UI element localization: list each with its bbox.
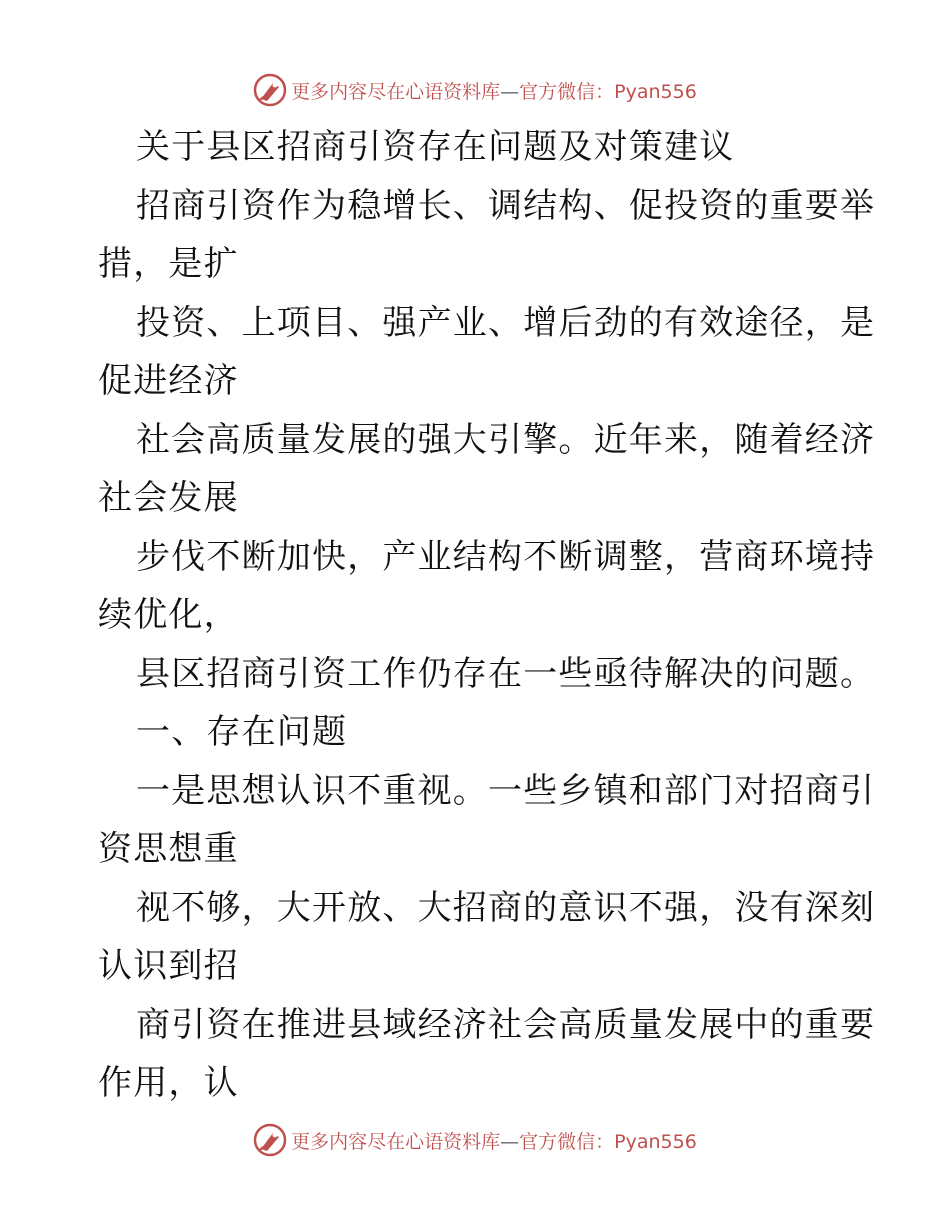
- header-separator: —: [500, 80, 520, 103]
- text-line: 一是思想认识不重视。一些乡镇和部门对招商引: [136, 770, 876, 811]
- text-line: 作用，认: [98, 1063, 239, 1103]
- text-line: 投资、上项目、强产业、增后劲的有效途径，是: [136, 302, 876, 343]
- footer-site-text: 更多内容尽在心语资料库: [291, 1130, 501, 1153]
- text-line: 招商引资作为稳增长、调结构、促投资的重要举: [136, 185, 876, 226]
- header-site-text: 更多内容尽在心语资料库: [291, 80, 501, 103]
- text-line: 商引资在推进县域经济社会高质量发展中的重要: [136, 1004, 876, 1045]
- header-banner: [0, 70, 950, 110]
- text-line: 措，是扩: [98, 244, 239, 284]
- pen-nib-logo-icon: [253, 1123, 287, 1157]
- footer-banner: [0, 1120, 950, 1160]
- text-line: 县区招商引资工作仍存在一些亟待解决的问题。: [136, 653, 876, 694]
- header-contact-text: 官方微信：Pyan556: [519, 80, 697, 103]
- text-line: 社会发展: [98, 478, 239, 518]
- text-line: 续优化，: [98, 595, 239, 635]
- text-line: 视不够，大开放、大招商的意识不强，没有深刻: [136, 887, 876, 928]
- text-line: 步伐不断加快，产业结构不断调整，营商环境持: [136, 536, 876, 577]
- text-line: 认识到招: [98, 946, 239, 986]
- text-line: 促进经济: [98, 361, 239, 401]
- footer-banner-text: [291, 1127, 697, 1154]
- text-line: 社会高质量发展的强大引擎。近年来，随着经济: [136, 419, 876, 460]
- text-line: 关于县区招商引资存在问题及对策建议: [136, 127, 735, 167]
- footer-contact-text: 官方微信：Pyan556: [519, 1130, 697, 1153]
- text-line: 资思想重: [98, 829, 239, 869]
- document-body: [98, 118, 876, 1113]
- header-banner-text: [291, 77, 697, 104]
- footer-separator: —: [500, 1130, 520, 1153]
- pen-nib-logo-icon: [253, 73, 287, 107]
- text-line: 一、存在问题: [136, 712, 348, 752]
